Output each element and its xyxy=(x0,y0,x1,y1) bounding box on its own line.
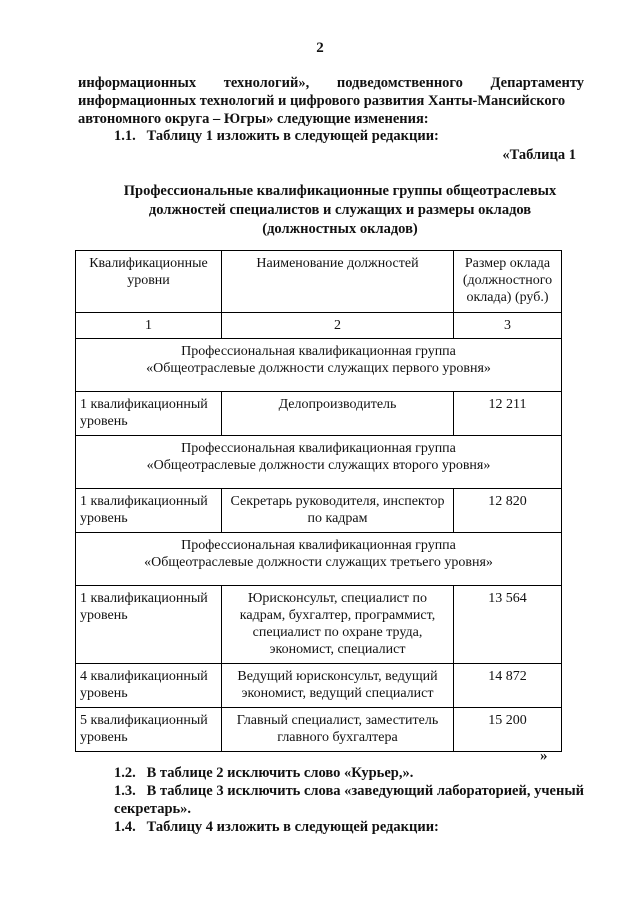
level-cell: 4 квалификационный уровень xyxy=(76,664,222,708)
item-1-4-number: 1.4. xyxy=(114,819,136,835)
closing-quote: » xyxy=(540,748,548,764)
table-row xyxy=(76,708,562,752)
intro-line-1 xyxy=(78,74,584,92)
group-title-line-1: Профессиональная квалификационная группа xyxy=(181,538,456,553)
salary-table xyxy=(75,250,562,752)
intro-word: подведомственного xyxy=(336,75,463,91)
header-cell-salary: Размер оклада (должностного оклада) (руб.) xyxy=(454,251,562,313)
column-number: 1 xyxy=(76,313,222,339)
amendments-list xyxy=(78,764,584,836)
table-title-line-1: Профессиональные квалификационные группы общеотраслевых xyxy=(123,183,557,199)
table-mark: «Таблица 1 xyxy=(502,147,576,163)
group-header-row xyxy=(76,533,562,586)
salary-cell: 15 200 xyxy=(454,708,562,752)
header-cell-levels: Квалификационные уровни xyxy=(76,251,222,313)
position-cell: Секретарь руководителя, инспектор по кадрам xyxy=(222,489,454,533)
position-cell: Главный специалист, заместитель главного бухгалтера xyxy=(222,708,454,752)
table-row xyxy=(76,664,562,708)
table-row xyxy=(76,392,562,436)
table-row xyxy=(76,586,562,664)
item-1-1-text: Таблицу 1 изложить в следующей редакции: xyxy=(146,128,439,144)
group-title-line-1: Профессиональная квалификационная группа xyxy=(181,441,456,456)
position-cell: Делопроизводитель xyxy=(222,392,454,436)
level-cell: 1 квалификационный уровень xyxy=(76,586,222,664)
group-title xyxy=(76,533,562,586)
group-title-line-2: «Общеотраслевые должности служащих первого уровня» xyxy=(146,361,491,376)
group-title-line-2: «Общеотраслевые должности служащих третьего уровня» xyxy=(144,555,493,570)
item-1-2 xyxy=(78,764,584,782)
level-cell: 1 квалификационный уровень xyxy=(76,489,222,533)
item-1-3-text: В таблице 3 исключить слова «заведующий лабораторией, ученый секретарь». xyxy=(114,783,585,817)
column-number: 2 xyxy=(222,313,454,339)
table-title xyxy=(120,182,560,239)
table-header-row xyxy=(76,251,562,313)
item-1-2-number: 1.2. xyxy=(114,765,136,781)
intro-line-3: автономного округа – Югры» следующие изменения: xyxy=(78,111,429,127)
salary-cell: 14 872 xyxy=(454,664,562,708)
item-1-3 xyxy=(78,782,584,818)
intro-word: технологий», xyxy=(223,75,310,91)
item-1-4 xyxy=(78,818,584,836)
salary-cell: 13 564 xyxy=(454,586,562,664)
group-title xyxy=(76,436,562,489)
salary-cell: 12 820 xyxy=(454,489,562,533)
group-title xyxy=(76,339,562,392)
header-cell-positions: Наименование должностей xyxy=(222,251,454,313)
item-1-3-number: 1.3. xyxy=(114,783,136,799)
item-1-2-text: В таблице 2 исключить слово «Курьер,». xyxy=(146,765,414,781)
group-title-line-2: «Общеотраслевые должности служащих второго уровня» xyxy=(146,458,491,473)
position-cell: Юрисконсульт, специалист по кадрам, бухгалтер, программист, специалист по охране труда, экономист, специалист xyxy=(222,586,454,664)
page-number: 2 xyxy=(316,40,324,56)
group-title-line-1: Профессиональная квалификационная группа xyxy=(181,344,456,359)
intro-line-2: информационных технологий и цифрового развития Ханты-Мансийского xyxy=(78,93,566,109)
table-column-numbers-row xyxy=(76,313,562,339)
group-header-row xyxy=(76,436,562,489)
intro-word: информационных xyxy=(78,75,197,91)
group-header-row xyxy=(76,339,562,392)
intro-paragraph xyxy=(78,74,584,128)
level-cell: 1 квалификационный уровень xyxy=(76,392,222,436)
salary-cell: 12 211 xyxy=(454,392,562,436)
item-1-1-number: 1.1. xyxy=(114,128,136,144)
table-title-line-2: должностей специалистов и служащих и размеры окладов xyxy=(148,202,532,218)
column-number: 3 xyxy=(454,313,562,339)
table-title-line-3: (должностных окладов) xyxy=(262,221,418,237)
item-1-1 xyxy=(114,128,439,145)
position-cell: Ведущий юрисконсульт, ведущий экономист, ведущий специалист xyxy=(222,664,454,708)
level-cell: 5 квалификационный уровень xyxy=(76,708,222,752)
table-row xyxy=(76,489,562,533)
item-1-4-text: Таблицу 4 изложить в следующей редакции: xyxy=(146,819,439,835)
intro-word: Департаменту xyxy=(490,75,584,91)
